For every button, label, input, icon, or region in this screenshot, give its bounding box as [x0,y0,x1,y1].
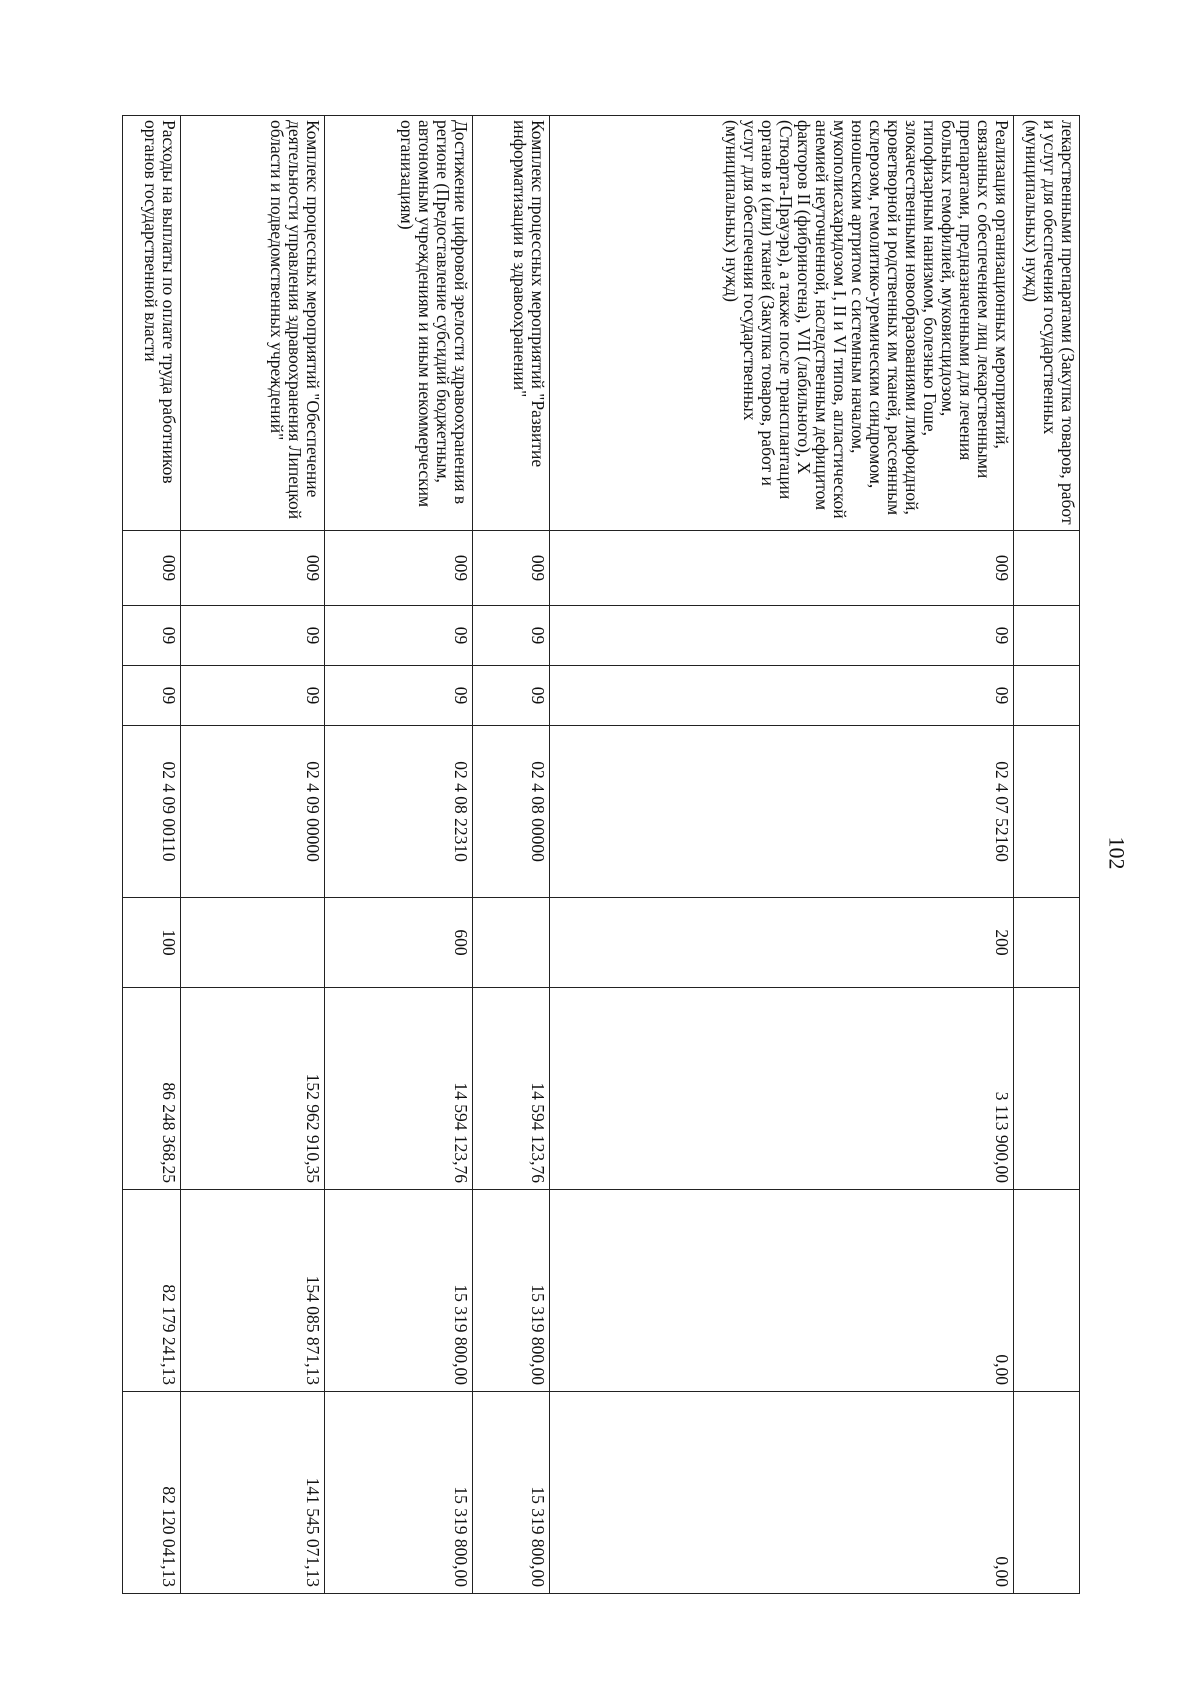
budget-table-container [122,115,1080,1593]
row-sum-year1: 3 113 900,00 [550,988,1014,1190]
row-name: Комплекс процессных мероприятий "Обеспечение деятельности управления здравоохранения Липецкой области и подведомственных учреждений" [180,116,324,531]
row-target-code [1014,726,1080,898]
row-subsection-code: 09 [550,666,1014,726]
table-row [472,116,550,1594]
row-name: Комплекс процессных мероприятий "Развитие информатизации в здравоохранении" [472,116,550,531]
table-row [1014,116,1080,1594]
row-sum-year3 [1014,1392,1080,1594]
table-row [325,116,473,1594]
row-expense-type: 600 [325,898,473,988]
row-expense-type [472,898,550,988]
row-ministry-code [1014,531,1080,606]
row-sum-year2: 154 085 871,13 [180,1190,324,1392]
row-sum-year3: 15 319 800,00 [472,1392,550,1594]
row-sum-year1: 14 594 123,76 [325,988,473,1190]
row-sum-year2: 15 319 800,00 [472,1190,550,1392]
row-sum-year1 [1014,988,1080,1190]
row-target-code: 02 4 08 00000 [472,726,550,898]
row-section-code [1014,606,1080,666]
row-sum-year2: 82 179 241,13 [123,1190,181,1392]
row-section-code: 09 [180,606,324,666]
row-ministry-code: 009 [180,531,324,606]
row-sum-year1: 86 248 368,25 [123,988,181,1190]
page-number: 102 [1104,836,1130,870]
row-subsection-code [1014,666,1080,726]
row-sum-year3: 82 120 041,13 [123,1392,181,1594]
row-target-code: 02 4 09 00000 [180,726,324,898]
row-sum-year2 [1014,1190,1080,1392]
row-sum-year2: 15 319 800,00 [325,1190,473,1392]
row-section-code: 09 [123,606,181,666]
row-ministry-code: 009 [325,531,473,606]
row-section-code: 09 [550,606,1014,666]
row-sum-year1: 14 594 123,76 [472,988,550,1190]
table-row [123,116,181,1594]
row-name: Достижение цифровой зрелости здравоохранения в регионе (Предоставление субсидий бюджетным, автономным учреждениям и иным некоммерческим организациям) [325,116,473,531]
row-sum-year2: 0,00 [550,1190,1014,1392]
row-name: Расходы на выплаты по оплате труда работников органов государственной власти [123,116,181,531]
row-ministry-code: 009 [123,531,181,606]
table-row [180,116,324,1594]
row-ministry-code: 009 [472,531,550,606]
row-expense-type: 200 [550,898,1014,988]
row-target-code: 02 4 09 00110 [123,726,181,898]
row-name: Реализация организационных мероприятий, связанных с обеспечением лиц лекарственными препаратами, предназначенными для лечения больных гемофилией, муковисцидозом, гипофизарным нанизмом, болезнью Гоше, злокачественными новообразованиями лимфоидной, кроветворной и родственных им тканей, рассеянным склерозом, гемолитико-уремическим синдромом, юношеским артритом с системным началом, мукополисахаридозом I, II и VI типов, апластической анемией неуточненной, наследственным дефицитом факторов II (фибриногена), VII (лабильного), X (Стюарта-Прауэра), а также после трансплантации органов и (или) тканей (Закупка товаров, работ и услуг для обеспечения государственных (муниципальных) нужд) [550,116,1014,531]
row-subsection-code: 09 [180,666,324,726]
row-expense-type [1014,898,1080,988]
row-name: лекарственными препаратами (Закупка товаров, работ и услуг для обеспечения государственных (муниципальных) нужд) [1014,116,1080,531]
budget-table-rotated [122,115,1080,1593]
row-section-code: 09 [472,606,550,666]
row-subsection-code: 09 [325,666,473,726]
row-sum-year3: 15 319 800,00 [325,1392,473,1594]
row-sum-year1: 152 962 910,35 [180,988,324,1190]
table-row [550,116,1014,1594]
row-target-code: 02 4 08 22310 [325,726,473,898]
row-sum-year3: 141 545 071,13 [180,1392,324,1594]
row-ministry-code: 009 [550,531,1014,606]
row-expense-type: 100 [123,898,181,988]
row-subsection-code: 09 [123,666,181,726]
row-subsection-code: 09 [472,666,550,726]
row-section-code: 09 [325,606,473,666]
budget-table [122,115,1080,1594]
row-target-code: 02 4 07 52160 [550,726,1014,898]
row-sum-year3: 0,00 [550,1392,1014,1594]
row-expense-type [180,898,324,988]
